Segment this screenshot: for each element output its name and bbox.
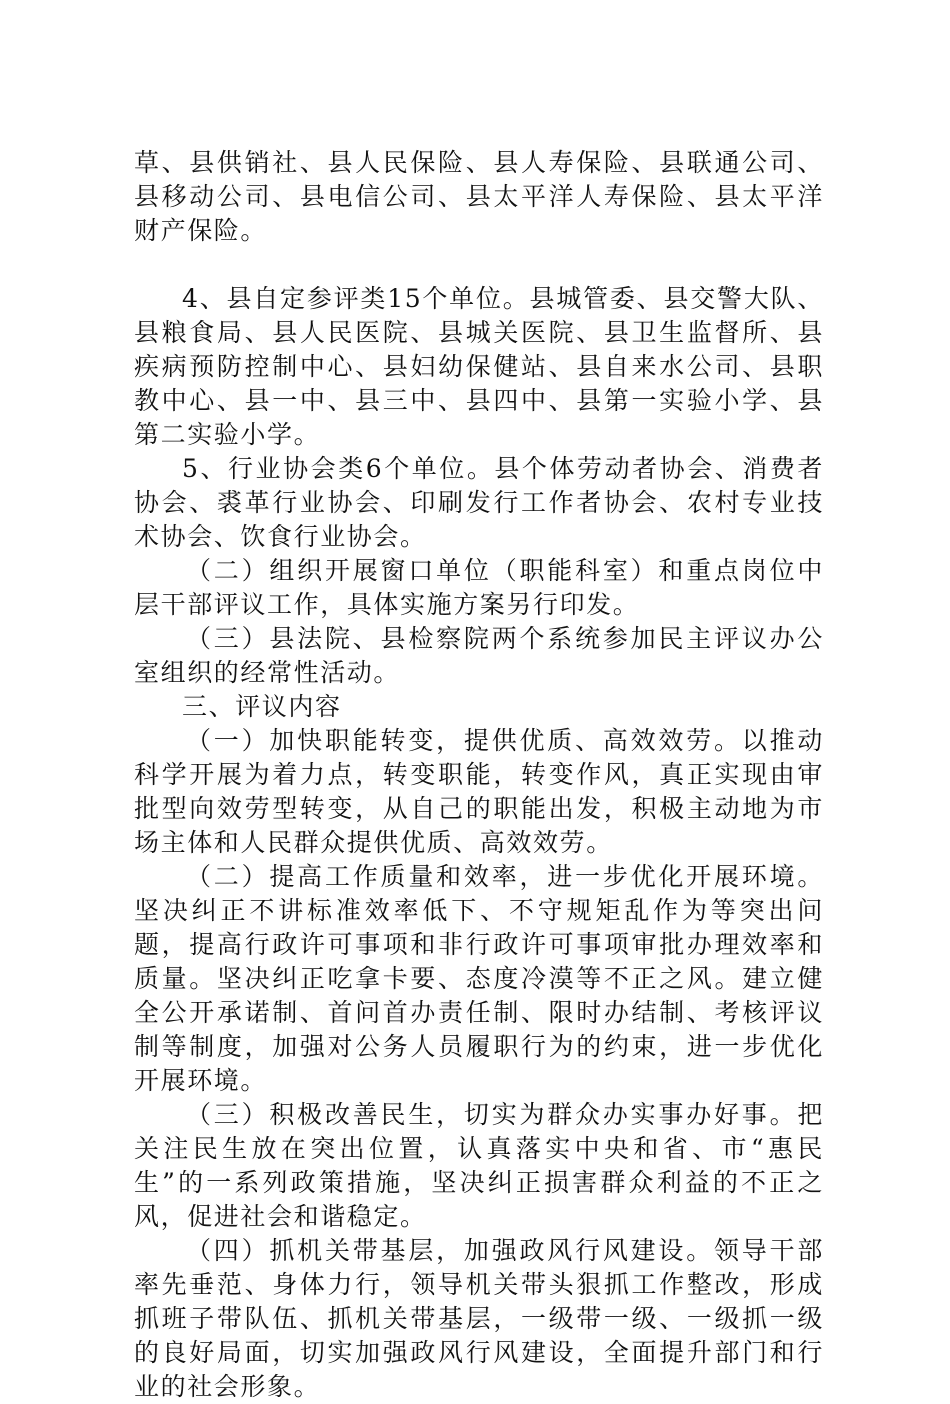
paragraph-window-units: （二）组织开展窗口单位（职能科室）和重点岗位中层干部评议工作，具体实施方案另行印发。	[134, 556, 824, 619]
document-body	[134, 146, 824, 1404]
paragraph-county-self-defined-units: 4、县自定参评类15个单位。县城管委、县交警大队、县粮食局、县人民医院、县城关医院、县卫生监督所、县疾病预防控制中心、县妇幼保健站、县自来水公司、县职教中心、县一中、县三中、县四中、县第一实验小学、县第二实验小学。	[134, 284, 824, 449]
paragraph-grassroots-style: （四）抓机关带基层，加强政风行风建设。领导干部率先垂范、身体力行，领导机关带头狠抓工作整改，形成抓班子带队伍、抓机关带基层，一级带一级、一级抓一级的良好局面，切实加强政风行风建设，全面提升部门和行业的社会形象。	[134, 1236, 824, 1401]
section-heading-evaluation-content: 三、评议内容	[182, 692, 342, 721]
paragraph-continuation: 草、县供销社、县人民保险、县人寿保险、县联通公司、县移动公司、县电信公司、县太平洋人寿保险、县太平洋财产保险。	[134, 148, 824, 245]
paragraph-improve-livelihood: （三）积极改善民生，切实为群众办实事办好事。把关注民生放在突出位置，认真落实中央和省、市“惠民生”的一系列政策措施，坚决纠正损害群众利益的不正之风，促进社会和谐稳定。	[134, 1100, 824, 1231]
paragraph-court-procuratorate: （三）县法院、县检察院两个系统参加民主评议办公室组织的经常性活动。	[134, 624, 824, 687]
paragraph-quality-efficiency: （二）提高工作质量和效率，进一步优化开展环境。坚决纠正不讲标准效率低下、不守规矩乱作为等突出问题，提高行政许可事项和非行政许可事项审批办理效率和质量。坚决纠正吃拿卡要、态度冷漠等不正之风。建立健全公开承诺制、首问首办责任制、限时办结制、考核评议制等制度，加强对公务人员履职行为的约束，进一步优化开展环境。	[134, 862, 824, 1095]
paragraph-function-transformation: （一）加快职能转变，提供优质、高效效劳。以推动科学开展为着力点，转变职能，转变作风，真正实现由审批型向效劳型转变，从自己的职能出发，积极主动地为市场主体和人民群众提供优质、高效效劳。	[134, 726, 824, 857]
paragraph-industry-associations: 5、行业协会类6个单位。县个体劳动者协会、消费者协会、裘革行业协会、印刷发行工作者协会、农村专业技术协会、饮食行业协会。	[134, 454, 824, 551]
